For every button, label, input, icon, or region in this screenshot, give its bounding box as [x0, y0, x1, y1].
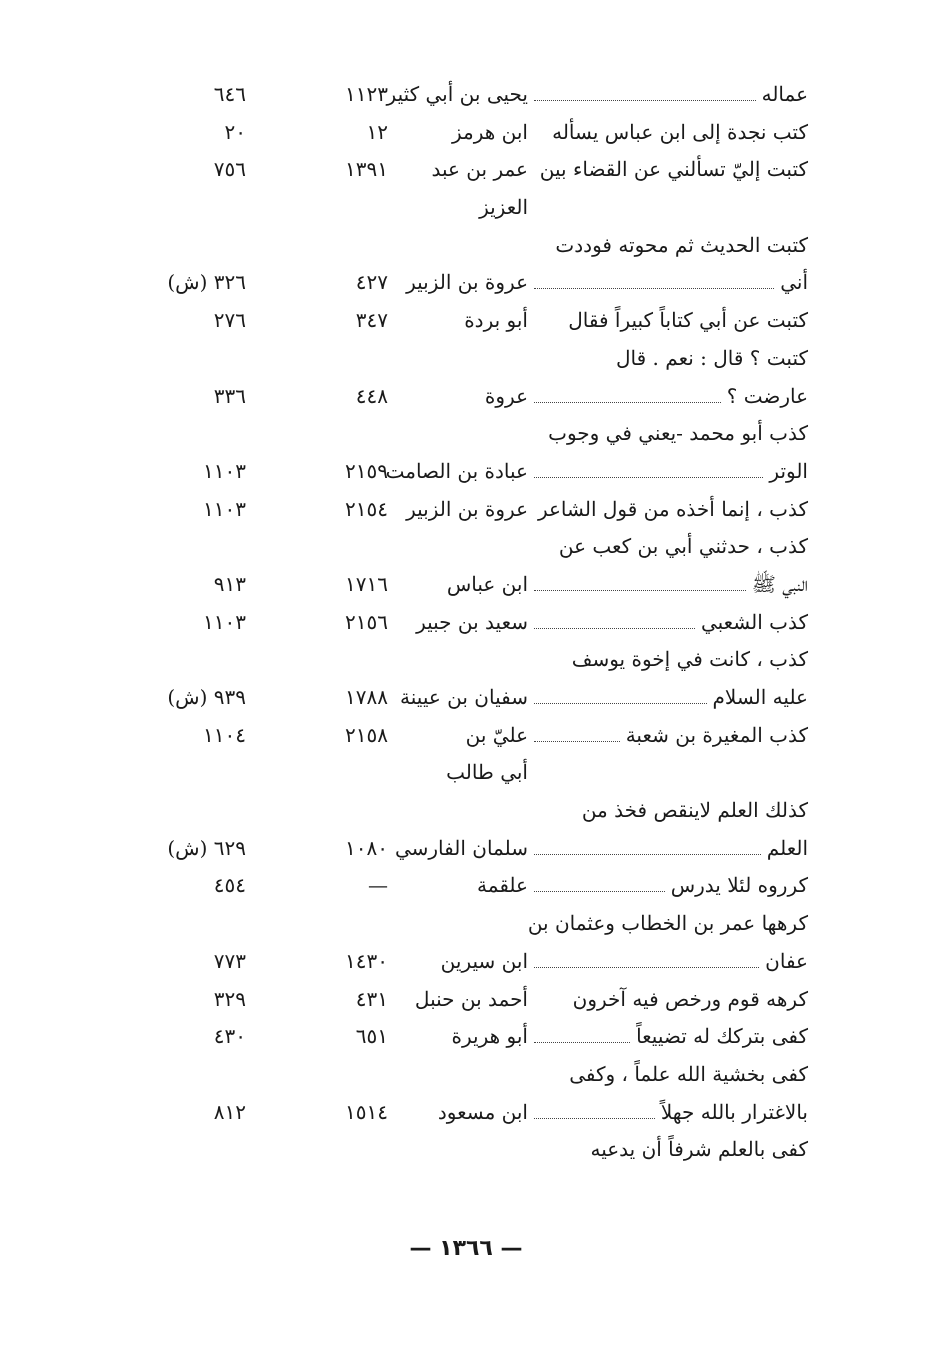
hadith-number: ١١٢٣ — [345, 82, 388, 106]
page-ref: ١١٠٣ — [203, 458, 246, 483]
index-phrase: النبي ﷺ — [751, 571, 808, 596]
narrator-name: عروة بن الزبير — [406, 270, 528, 295]
index-row — [0, 264, 932, 302]
hadith-number: ١٥١٤ — [345, 1099, 388, 1124]
index-row — [0, 76, 932, 114]
page-ref: ٢٠ — [224, 119, 246, 144]
index-phrase: كتبت عن أبي كتاباً كبيراً فقال — [568, 308, 808, 333]
hadith-number: ١٧١٦ — [345, 571, 388, 596]
index-phrase: عليه السلام — [712, 685, 808, 709]
dotted-leader — [534, 703, 707, 704]
index-row — [0, 1094, 932, 1132]
index-row — [0, 1018, 932, 1056]
hadith-number: — — [368, 873, 388, 898]
index-phrase: كفى بتركك له تضييعاً — [636, 1024, 808, 1049]
dotted-leader — [534, 1042, 630, 1043]
index-phrase: عفان — [765, 948, 808, 973]
hadith-number: ١٧٨٨ — [345, 685, 388, 709]
index-phrase: كذب ، كانت في إخوة يوسف — [571, 647, 808, 672]
index-row — [0, 528, 932, 566]
index-row — [0, 415, 932, 453]
index-row — [0, 151, 932, 189]
page-number: — ١٣٦٦ — — [409, 1236, 523, 1261]
index-phrase: كذلك العلم لاينقص فخذ من — [581, 798, 808, 823]
index-row — [0, 792, 932, 830]
page-ref: ٩١٣ — [213, 571, 246, 596]
index-row — [0, 114, 932, 152]
index-phrase: بالاغترار بالله جهلاً — [660, 1099, 808, 1124]
hadith-number: ١٤٣٠ — [345, 948, 388, 973]
page-ref: ٩٣٩ (ش) — [167, 685, 246, 709]
narrator-name: عبادة بن الصامت — [385, 458, 528, 483]
page-ref: ١١٠٣ — [203, 609, 246, 634]
page-ref: ٨١٢ — [213, 1099, 246, 1124]
index-phrase: كرهها عمر بن الخطاب وعثمان بن — [527, 911, 808, 936]
index-phrase: كفى بالعلم شرفاً أن يدعيه — [590, 1137, 808, 1162]
narrator-name: يحيى بن أبي كثير — [386, 82, 528, 106]
index-phrase: كرهه قوم ورخص فيه آخرون — [572, 986, 808, 1011]
hadith-number: ٤٣١ — [355, 986, 388, 1011]
narrator-name: علقمة — [477, 873, 528, 898]
index-table — [0, 76, 932, 1169]
index-row — [0, 378, 932, 416]
index-row — [0, 1056, 932, 1094]
index-phrase: كذب المغيرة بن شعبة — [625, 722, 808, 747]
narrator-name: سلمان الفارسي — [394, 835, 528, 860]
page-ref: ٣٢٦ (ش) — [167, 270, 246, 295]
dotted-leader — [534, 891, 665, 892]
index-phrase: كذب أبو محمد -يعني في وجوب — [548, 421, 808, 446]
index-row — [0, 754, 932, 792]
dotted-leader — [534, 477, 763, 478]
index-phrase: كذب الشعبي — [700, 609, 808, 634]
narrator-name: أبي طالب — [446, 760, 528, 785]
page-ref: ١١٠٣ — [203, 496, 246, 521]
page-ref: ٧٥٦ — [213, 157, 246, 182]
index-row — [0, 491, 932, 529]
index-row — [0, 679, 932, 717]
narrator-name: أبو بردة — [464, 308, 528, 333]
index-row — [0, 453, 932, 491]
narrator-name: أبو هريرة — [451, 1024, 528, 1049]
index-phrase: كتبت الحديث ثم محوته فوددت — [555, 232, 808, 257]
hadith-number: ٢١٥٩ — [345, 458, 388, 483]
index-phrase: عماله — [761, 82, 808, 106]
page-ref: ٤٣٠ — [213, 1024, 246, 1049]
index-row — [0, 604, 932, 642]
index-row — [0, 302, 932, 340]
index-phrase: كفى بخشية الله علماً ، وكفى — [569, 1061, 808, 1086]
index-phrase: كذب ، حدثني أبي بن كعب عن — [558, 534, 808, 559]
narrator-name: عمر بن عبد — [431, 157, 528, 182]
narrator-name: عروة — [484, 383, 528, 408]
hadith-number: ١٠٨٠ — [345, 835, 388, 860]
index-phrase: كذب ، إنما أخذه من قول الشاعر — [537, 496, 808, 521]
dotted-leader — [534, 628, 695, 629]
hadith-number: ٢١٥٤ — [345, 496, 388, 521]
page-ref: ٤٥٤ — [213, 873, 246, 898]
dotted-leader — [534, 741, 620, 742]
dotted-leader — [534, 288, 774, 289]
index-phrase: كتب نجدة إلى ابن عباس يسأله — [552, 119, 808, 144]
dotted-leader — [534, 967, 759, 968]
narrator-name: ابن مسعود — [437, 1099, 528, 1124]
hadith-number: ٤٤٨ — [355, 383, 388, 408]
dotted-leader — [534, 1118, 655, 1119]
index-phrase: عارضت ؟ — [726, 383, 808, 408]
narrator-name: سعيد بن جبير — [416, 609, 528, 634]
index-phrase: كتبت إليّ تسألني عن القضاء بين — [539, 157, 808, 182]
narrator-name: أحمد بن حنبل — [414, 986, 528, 1011]
page-ref: ٣٢٩ — [213, 986, 246, 1011]
index-phrase: العلم — [766, 835, 808, 860]
narrator-name: عليّ بن — [465, 722, 528, 747]
dotted-leader — [534, 100, 756, 101]
index-row — [0, 867, 932, 905]
page-ref: ٦٢٩ (ش) — [167, 835, 246, 860]
narrator-name: العزيز — [479, 195, 528, 220]
index-row — [0, 717, 932, 755]
page-ref: ٣٣٦ — [213, 383, 246, 408]
index-row — [0, 981, 932, 1019]
index-row — [0, 641, 932, 679]
hadith-number: ٢١٥٦ — [345, 609, 388, 634]
narrator-name: سفيان بن عيينة — [400, 685, 528, 709]
index-row — [0, 189, 932, 227]
hadith-number: ١٢ — [366, 119, 388, 144]
hadith-number: ٤٢٧ — [355, 270, 388, 295]
dotted-leader — [534, 402, 721, 403]
page-ref: ٢٧٦ — [213, 308, 246, 333]
narrator-name: ابن هرمز — [451, 119, 528, 144]
index-phrase: كتبت ؟ قال : نعم . قال — [616, 345, 808, 370]
hadith-number: ٣٤٧ — [355, 308, 388, 333]
hadith-number: ٢١٥٨ — [345, 722, 388, 747]
dotted-leader — [534, 590, 746, 591]
page-ref: ٦٤٦ — [213, 82, 246, 106]
hadith-number: ٦٥١ — [355, 1024, 388, 1049]
hadith-number: ١٣٩١ — [345, 157, 388, 182]
index-row — [0, 830, 932, 868]
page-ref: ١١٠٤ — [203, 722, 246, 747]
index-row — [0, 1131, 932, 1169]
index-row — [0, 566, 932, 604]
narrator-name: ابن سيرين — [440, 948, 528, 973]
index-phrase: كرروه لئلا يدرس — [670, 873, 808, 898]
page-ref: ٧٧٣ — [213, 948, 246, 973]
narrator-name: ابن عباس — [446, 571, 528, 596]
index-row — [0, 227, 932, 265]
index-row — [0, 340, 932, 378]
index-phrase: الوتر — [769, 458, 808, 483]
narrator-name: عروة بن الزبير — [406, 496, 528, 521]
dotted-leader — [534, 854, 761, 855]
index-row — [0, 943, 932, 981]
index-row — [0, 905, 932, 943]
index-phrase: أني — [780, 270, 808, 295]
